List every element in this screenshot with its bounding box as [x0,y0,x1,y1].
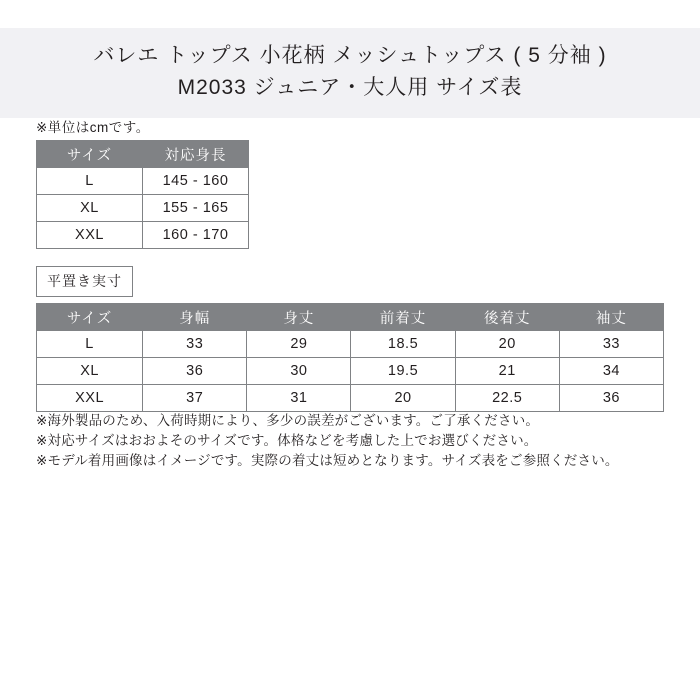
column-header-size: サイズ [37,141,143,168]
column-header-back-length: 後着丈 [455,304,559,331]
cell-height: 160 - 170 [143,222,249,249]
footnote-3: ※モデル着用画像はイメージです。実際の着丈は短めとなります。サイズ表をご参照ください。 [36,453,619,468]
column-header-sleeve-length: 袖丈 [559,304,663,331]
cell-height: 155 - 165 [143,195,249,222]
footnote-1: ※海外製品のため、入荷時期により、多少の誤差がございます。ご了承ください。 [36,413,540,428]
column-header-body-length: 身丈 [247,304,351,331]
table-row [37,385,664,412]
page-title-line-2: M2033 ジュニア・大人用 サイズ表 [177,76,523,99]
page-header [0,28,700,118]
table-row [37,195,249,222]
column-header-height: 対応身長 [143,141,249,168]
cell-size: L [37,168,143,195]
section-label-flat-measurement: 平置き実寸 [36,266,133,297]
cell-size: XL [37,358,143,385]
height-size-table [36,140,249,249]
cell-back-length: 22.5 [455,385,559,412]
cell-chest-width: 37 [143,385,247,412]
cell-sleeve-length: 34 [559,358,663,385]
table-row [37,331,664,358]
cell-height: 145 - 160 [143,168,249,195]
footnote-2: ※対応サイズはおおよそのサイズです。体格などを考慮した上でお選びください。 [36,433,538,448]
cell-sleeve-length: 36 [559,385,663,412]
cell-size: XXL [37,222,143,249]
cell-body-length: 30 [247,358,351,385]
column-header-size: サイズ [37,304,143,331]
cell-back-length: 21 [455,358,559,385]
table-header-row [37,304,664,331]
column-header-front-length: 前着丈 [351,304,455,331]
table-row [37,168,249,195]
cell-size: L [37,331,143,358]
cell-body-length: 31 [247,385,351,412]
column-header-chest-width: 身幅 [143,304,247,331]
table-header-row [37,141,249,168]
cell-chest-width: 36 [143,358,247,385]
table-row [37,358,664,385]
footnotes [36,411,619,471]
cell-back-length: 20 [455,331,559,358]
cell-size: XXL [37,385,143,412]
cell-front-length: 18.5 [351,331,455,358]
cell-front-length: 20 [351,385,455,412]
cell-chest-width: 33 [143,331,247,358]
cell-body-length: 29 [247,331,351,358]
table-row [37,222,249,249]
page-title-line-1: バレエ トップス 小花柄 メッシュトップス ( 5 分袖 ) [93,44,607,67]
cell-size: XL [37,195,143,222]
unit-note: ※単位はcmです。 [36,120,150,135]
cell-sleeve-length: 33 [559,331,663,358]
flat-measurement-table [36,303,664,412]
cell-front-length: 19.5 [351,358,455,385]
